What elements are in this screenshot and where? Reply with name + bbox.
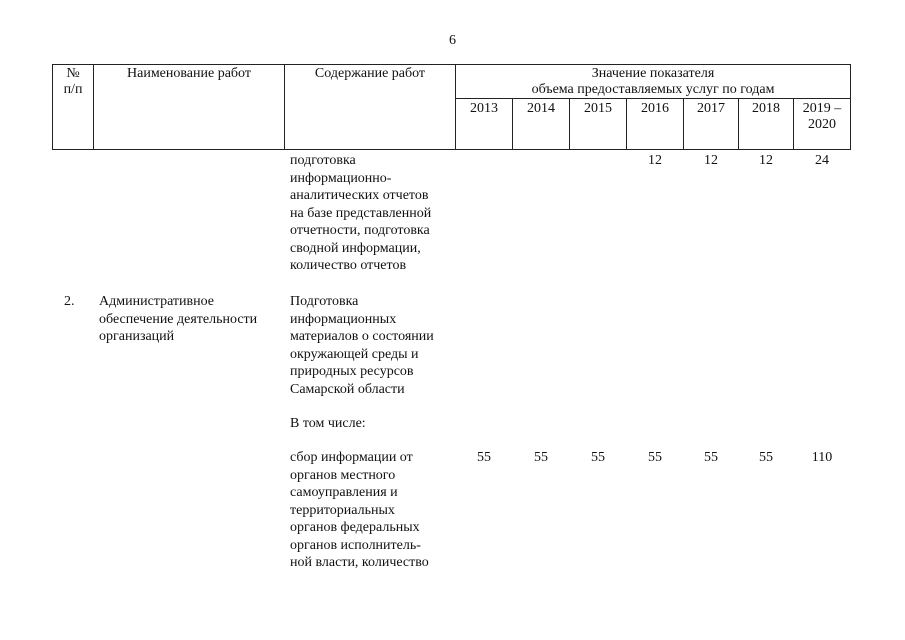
value-2017: 55 bbox=[704, 450, 718, 465]
header-col-content: Содержание работ bbox=[314, 66, 426, 81]
value-2015: 55 bbox=[591, 450, 605, 465]
col-border-right bbox=[850, 64, 851, 150]
row-content: подготовка информационно- аналитических отчетов на базе представленной отчетности, подготовка сводной информации, количество отчетов bbox=[290, 153, 432, 273]
header-year-2015: 2015 bbox=[584, 101, 612, 116]
header-col-name: Наименование работ bbox=[127, 66, 251, 81]
row-content: сбор информации от органов местного самоуправления и территориальных органов федеральных органов исполнитель- ной власти, количество bbox=[290, 450, 429, 570]
col-border-2014 bbox=[569, 98, 570, 150]
page-number: 6 bbox=[449, 33, 456, 48]
col-border-2015 bbox=[626, 98, 627, 150]
col-border-2017 bbox=[738, 98, 739, 150]
years-row-border bbox=[455, 98, 850, 99]
col-border-2013 bbox=[512, 98, 513, 150]
header-year-2019-2020: 2019 – 2020 bbox=[802, 101, 842, 132]
col-border-2016 bbox=[683, 98, 684, 150]
header-col-no: № п/п bbox=[63, 66, 83, 97]
header-year-2014: 2014 bbox=[527, 101, 555, 116]
header-year-2018: 2018 bbox=[752, 101, 780, 116]
value-2016: 55 bbox=[648, 450, 662, 465]
value-2014: 55 bbox=[534, 450, 548, 465]
table-top-border bbox=[52, 64, 850, 65]
header-year-2016: 2016 bbox=[641, 101, 669, 116]
header-year-2017: 2017 bbox=[697, 101, 725, 116]
row-number: 2. bbox=[64, 294, 75, 309]
row-name: Административное обеспечение деятельности организаций bbox=[99, 294, 258, 344]
header-col-value: Значение показателя объема предоставляемых услуг по годам bbox=[531, 66, 775, 97]
col-border-2018 bbox=[793, 98, 794, 150]
value-2016: 12 bbox=[648, 153, 662, 168]
row-content: В том числе: bbox=[290, 416, 366, 431]
value-2018: 55 bbox=[759, 450, 773, 465]
value-2019-2020: 24 bbox=[815, 153, 829, 168]
value-2017: 12 bbox=[704, 153, 718, 168]
value-2019-2020: 110 bbox=[811, 450, 833, 465]
value-2018: 12 bbox=[759, 153, 773, 168]
header-bottom-border bbox=[52, 149, 850, 150]
value-2013: 55 bbox=[477, 450, 491, 465]
row-content: Подготовка информационных материалов о состоянии окружающей среды и природных ресурсов Самарской области bbox=[290, 294, 434, 397]
header-year-2013: 2013 bbox=[470, 101, 498, 116]
